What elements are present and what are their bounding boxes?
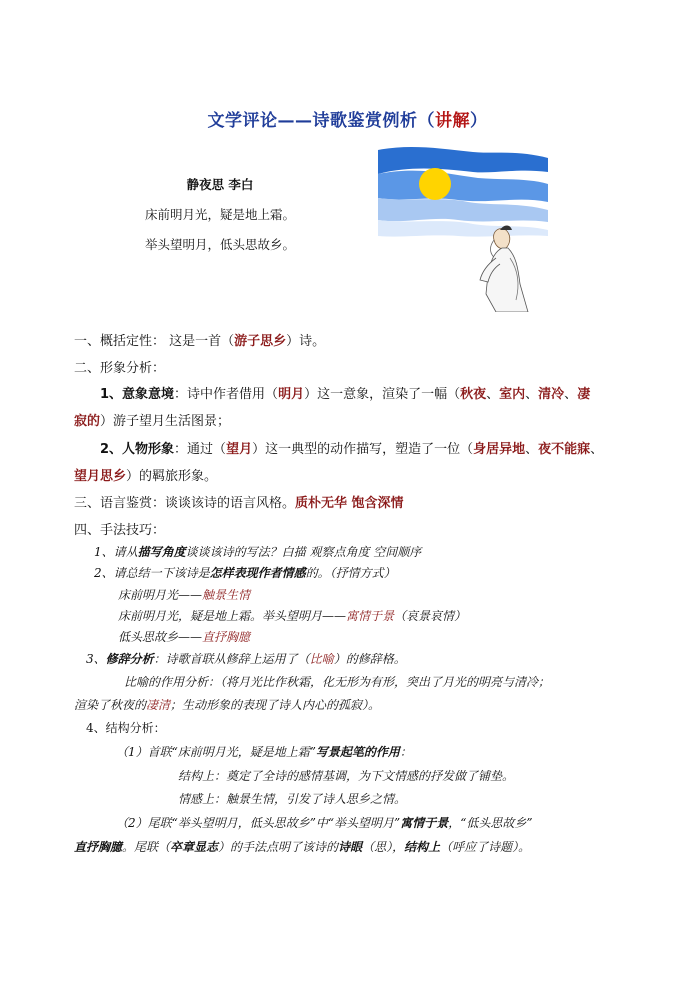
section-2-heading: 二、形象分析：: [74, 361, 166, 376]
section-4-2-line-3: [118, 628, 250, 645]
s4-2-l3-b: 直抒胸臆: [202, 630, 251, 644]
s4-1-a: 1、请从: [94, 545, 138, 559]
s2-1-sep2: 、: [525, 387, 539, 402]
s2-2-label: 2、人物形象: [100, 442, 175, 457]
section-4-2-line-2: [118, 607, 466, 624]
s4-3-c: ：诗歌首联从修辞上运用了（: [153, 652, 310, 666]
s2-1-e4: 清冷: [538, 387, 565, 402]
s4-4-l5-d: ）的手法点明了该诗的: [218, 840, 339, 854]
poem-line-2: 举头望明月，低头思故乡。: [144, 237, 295, 252]
section-3: [74, 492, 404, 511]
s2-1-e6: 寂的: [74, 414, 101, 429]
s3-label: 三、语言鉴赏: [74, 496, 153, 511]
s4-4-l1-c: ：: [399, 745, 412, 759]
section-4-4-line-5: [74, 838, 530, 855]
s2-2-e2: 身居异地: [473, 442, 526, 457]
section-1-label: 一、概括定性：: [74, 334, 166, 349]
s2-1-t3: ）游子望月生活图景；: [100, 414, 231, 429]
s4-4-l4-b: 寓情于景: [400, 816, 449, 830]
s2-1-e5: 凄: [577, 387, 591, 402]
s4-3-b: 修辞分析: [105, 652, 154, 666]
section-4-4-line-4: [116, 814, 532, 831]
section-4-3-line-1: 比喻的作用分析：（将月光比作秋霜，化无形为有形，突出了月光的明亮与清冷；: [124, 675, 551, 689]
section-2-1-line-1: [100, 383, 590, 402]
s4-3-e: ）的修辞格。: [333, 652, 406, 666]
s3-em: 质朴无华 饱含深情: [295, 496, 404, 511]
s4-4-l5-e: 诗眼: [338, 840, 363, 854]
s4-4-l5-f: （思），: [362, 840, 405, 854]
section-4-heading: 四、手法技巧：: [74, 523, 166, 538]
section-4-4-line-1: [116, 743, 412, 760]
section-4-4-line-2: 结构上：奠定了全诗的感情基调，为下文情感的抒发做了铺垫。: [178, 769, 515, 783]
s4-3-a: 3、: [86, 652, 106, 666]
s2-2-e4: 望月思乡: [74, 469, 127, 484]
s4-4-l5-g: 结构上: [404, 840, 441, 854]
s1-text-a: 这是一首（: [165, 334, 235, 349]
s2-1-t1: ：诗中作者借用（: [174, 387, 279, 402]
s2-1-e1: 明月: [278, 387, 305, 402]
s2-1-sep3: 、: [564, 387, 578, 402]
s4-4-l4-a: （2）尾联“举头望明月，低头思故乡”中“举头望明月”: [116, 816, 401, 830]
s4-1-c: 谈谈该诗的写法？白描 观察点角度 空间顺序: [185, 545, 422, 559]
document-title: [0, 106, 695, 131]
s1-text-b: ）诗。: [286, 334, 326, 349]
s2-2-t1: ：通过（: [174, 442, 227, 457]
section-1: [74, 330, 325, 349]
s2-2-sep2: 、: [590, 442, 604, 457]
s2-2-e1: 望月: [226, 442, 253, 457]
title-close: ）: [470, 111, 488, 131]
s4-2-b: 怎样表现作者情感: [209, 566, 306, 580]
s2-1-e3: 室内: [499, 387, 526, 402]
s4-4-l5-b: 。尾联（: [122, 840, 171, 854]
s2-1-t2: ）这一意象，渲染了一幅（: [304, 387, 461, 402]
s4-2-a: 2、请总结一下该诗是: [94, 566, 210, 580]
s4-4-l5-h: （呼应了诗题）。: [440, 840, 531, 854]
s4-2-l2-c: （哀景哀情）: [394, 609, 467, 623]
title-text: 文学评论——诗歌鉴赏例析（: [207, 111, 435, 131]
s4-3-d: 比喻: [309, 652, 334, 666]
poem-heading: 静夜思 李白: [186, 177, 254, 192]
section-2-2-line-2: [74, 465, 217, 484]
s2-2-e3: 夜不能寐: [538, 442, 591, 457]
section-4-4: [86, 719, 166, 736]
section-4-4-line-3: 情感上：触景生情，引发了诗人思乡之情。: [178, 792, 407, 806]
s4-2-c: 的。（抒情方式）: [305, 566, 396, 580]
s4-4-l5-a: 直抒胸臆: [74, 840, 123, 854]
moon-and-poet-illustration: [378, 144, 548, 312]
s4-1-b: 描写角度: [137, 545, 186, 559]
section-4-3-line-2: [74, 696, 380, 713]
poem-line-1: 床前明月光，疑是地上霜。: [144, 207, 295, 222]
s4-3-l2-c: ；生动形象的表现了诗人内心的孤寂）。: [170, 698, 381, 712]
s4-4-l5-c: 卒章显志: [170, 840, 219, 854]
s3-text: ：谈谈该诗的语言风格。: [152, 496, 296, 511]
s4-2-l3-a: 低头思故乡——: [118, 630, 203, 644]
title-highlight: 讲解: [435, 111, 470, 131]
s4-2-l1-a: 床前明月光——: [118, 588, 203, 602]
s4-2-l2-a: 床前明月光，疑是地上霜。举头望明月——: [118, 609, 347, 623]
poem-block: [120, 170, 320, 260]
section-2-2-line-1: [100, 438, 603, 457]
s4-4-a: 4、结构分析: [86, 721, 154, 735]
s1-em: 游子思乡: [234, 334, 287, 349]
s4-3-l2-b: 凄清: [146, 698, 171, 712]
s4-4-b: ：: [153, 721, 166, 735]
s4-2-l2-b: 寓情于景: [346, 609, 395, 623]
section-2-1-line-2: [74, 410, 230, 429]
s4-2-l1-b: 触景生情: [202, 588, 251, 602]
s2-1-sep1: 、: [486, 387, 500, 402]
section-4-3: [86, 650, 406, 667]
s4-4-l4-c: ，“低头思故乡”: [448, 816, 533, 830]
s2-2-t2: ）这一典型的动作描写，塑造了一位（: [252, 442, 474, 457]
s2-1-label: 1、意象意境: [100, 387, 175, 402]
s4-3-l2-a: 渲染了秋夜的: [74, 698, 147, 712]
s2-1-e2: 秋夜: [460, 387, 487, 402]
s4-4-l1-b: 写景起笔的作用: [315, 745, 400, 759]
s2-2-sep: 、: [525, 442, 539, 457]
section-4-1: [94, 543, 421, 560]
s2-2-t3: ）的羁旅形象。: [126, 469, 218, 484]
s4-4-l1-a: （1）首联“床前明月光，疑是地上霜”: [116, 745, 316, 759]
section-4-2: [94, 564, 396, 581]
section-4-2-line-1: [118, 586, 250, 603]
